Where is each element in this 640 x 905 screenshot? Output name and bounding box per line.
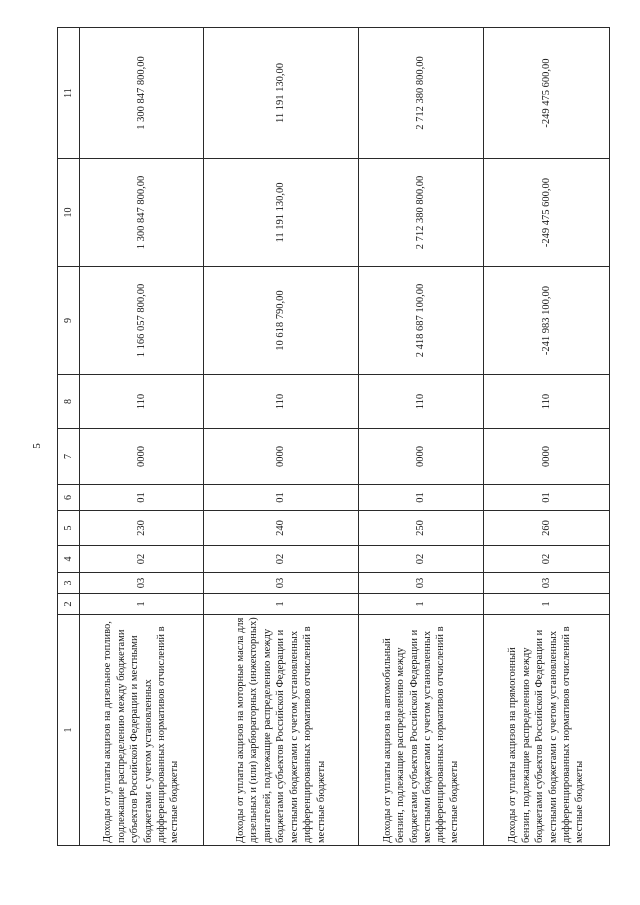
code-cell: 02	[359, 546, 484, 573]
amount-cell: 1 166 057 800,00	[80, 267, 204, 375]
code-cell: 03	[359, 573, 484, 594]
revenue-table	[57, 27, 610, 846]
code-cell: 03	[484, 573, 610, 594]
revenue-name: Доходы от уплаты акцизов на автомобильный бензин, подлежащие распределению между бюджетами субъектов Российской Федерации и местными бюджетами с учетом установленных дифференцированных нормативов отчислений в местные бюджеты	[359, 615, 484, 846]
page-number: 5	[31, 443, 43, 449]
revenue-name: Доходы от уплаты акцизов на дизельное топливо, подлежащие распределению между бюджетами субъектов Российской Федерации и местными бюджетами с учетом установленных дифференцированных нормативов отчислений в местные бюджеты	[80, 615, 204, 846]
code-cell: 0000	[80, 429, 204, 485]
header-cell: 10	[58, 159, 80, 267]
code-cell: 110	[204, 375, 359, 429]
amount-cell: 2 418 687 100,00	[359, 267, 484, 375]
header-cell: 11	[58, 28, 80, 159]
revenue-name: Доходы от уплаты акцизов на моторные масла для дизельных и (или) карбюраторных (инжекторных) двигателей, подлежащие распределению между бюджетами субъектов Российской Федерации и местными бюджетами с учетом установленных дифференцированных нормативов отчислений в местные бюджеты	[204, 615, 359, 846]
header-cell: 2	[58, 594, 80, 615]
header-cell: 5	[58, 511, 80, 546]
amount-cell: -249 475 600,00	[484, 28, 610, 159]
table-row	[204, 28, 359, 846]
header-row	[58, 28, 80, 846]
table-row	[359, 28, 484, 846]
code-cell: 230	[80, 511, 204, 546]
rotated-page	[57, 28, 609, 846]
header-cell: 6	[58, 485, 80, 511]
code-cell: 260	[484, 511, 610, 546]
code-cell: 250	[359, 511, 484, 546]
code-cell: 110	[359, 375, 484, 429]
code-cell: 03	[204, 573, 359, 594]
code-cell: 240	[204, 511, 359, 546]
code-cell: 01	[80, 485, 204, 511]
code-cell: 0000	[204, 429, 359, 485]
code-cell: 02	[80, 546, 204, 573]
code-cell: 1	[359, 594, 484, 615]
code-cell: 02	[204, 546, 359, 573]
header-cell: 7	[58, 429, 80, 485]
header-cell: 4	[58, 546, 80, 573]
table-row	[80, 28, 204, 846]
revenue-name: Доходы от уплаты акцизов на прямогонный бензин, подлежащие распределению между бюджетами субъектов Российской Федерации и местными бюджетами с учетом установленных дифференцированных нормативов отчислений в местные бюджеты	[484, 615, 610, 846]
amount-cell: 2 712 380 800,00	[359, 28, 484, 159]
header-cell: 3	[58, 573, 80, 594]
amount-cell: -249 475 600,00	[484, 159, 610, 267]
table-row	[484, 28, 610, 846]
code-cell: 0000	[359, 429, 484, 485]
header-cell: 1	[58, 615, 80, 846]
code-cell: 02	[484, 546, 610, 573]
code-cell: 1	[204, 594, 359, 615]
code-cell: 1	[80, 594, 204, 615]
amount-cell: 10 618 790,00	[204, 267, 359, 375]
amount-cell: 1 300 847 800,00	[80, 28, 204, 159]
code-cell: 110	[484, 375, 610, 429]
code-cell: 1	[484, 594, 610, 615]
amount-cell: 2 712 380 800,00	[359, 159, 484, 267]
amount-cell: 11 191 130,00	[204, 28, 359, 159]
code-cell: 01	[204, 485, 359, 511]
header-cell: 9	[58, 267, 80, 375]
code-cell: 03	[80, 573, 204, 594]
amount-cell: 11 191 130,00	[204, 159, 359, 267]
amount-cell: 1 300 847 800,00	[80, 159, 204, 267]
code-cell: 110	[80, 375, 204, 429]
amount-cell: -241 983 100,00	[484, 267, 610, 375]
header-cell: 8	[58, 375, 80, 429]
code-cell: 01	[484, 485, 610, 511]
code-cell: 0000	[484, 429, 610, 485]
code-cell: 01	[359, 485, 484, 511]
